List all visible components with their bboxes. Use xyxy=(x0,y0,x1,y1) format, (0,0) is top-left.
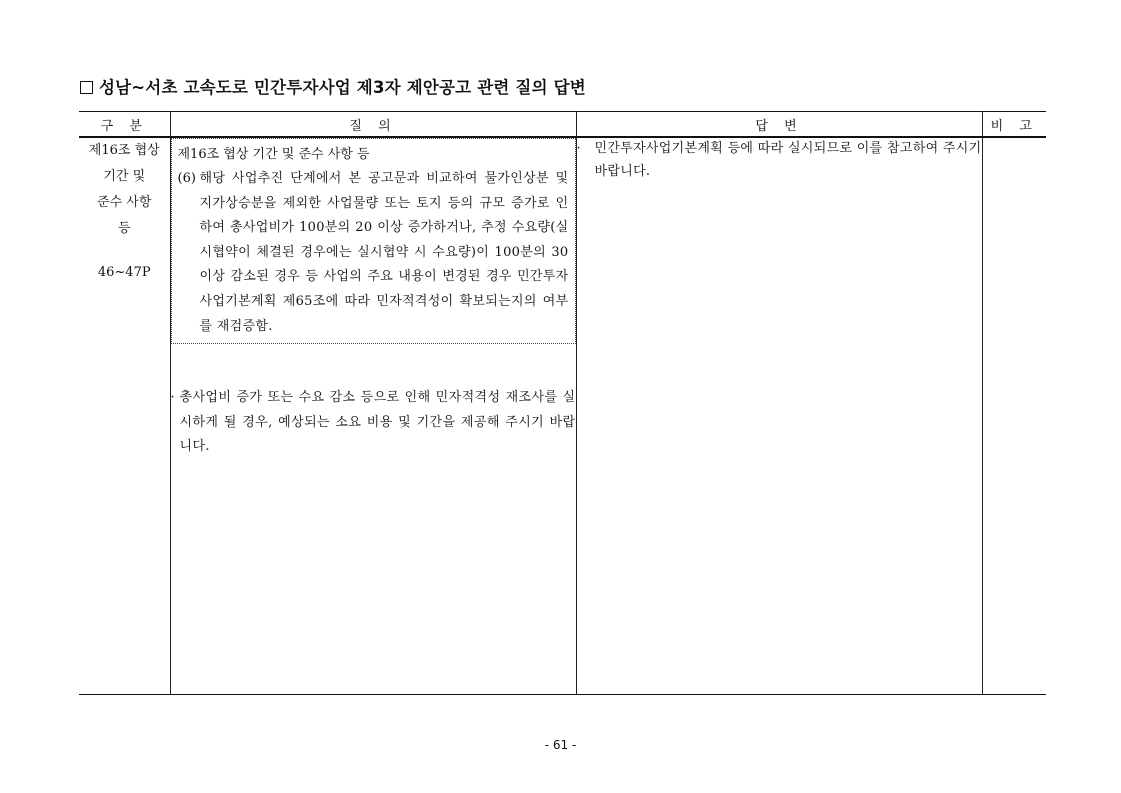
square-bullet-icon xyxy=(80,81,93,94)
table-header-row xyxy=(79,112,1046,138)
question-cell xyxy=(170,137,576,695)
header-category: 구 분 xyxy=(79,112,170,138)
category-line: 기간 및 xyxy=(103,169,146,184)
page-number: - 61 - xyxy=(544,738,577,752)
clause-item xyxy=(178,167,569,339)
category-line: 등 xyxy=(117,221,131,236)
answer-text: 민간투자사업기본계획 등에 따라 실시되므로 이를 참고하여 주시기 바랍니다. xyxy=(594,141,982,179)
qa-table xyxy=(79,111,1046,695)
clause-item-text: 해당 사업추진 단계에서 본 공고문과 비교하여 물가인상분 및 지가상승분을 제외한 사업물량 또는 토지 등의 규모 증가로 인하여 총사업비가 100분의 20 이상 증가하거나, 추정 수요량(실시협약이 체결된 경우에는 실시협약 시 수요량)이 100분의 30이상 감소된 경우 등 사업의 주요 내용이 변경된 경우 민간투자사업기본계획 제65조에 따라 민자적격성이 확보되는지의 여부를 재검증함. xyxy=(199,171,569,334)
question-text: 총사업비 증가 또는 수요 감소 등으로 인해 민자적격성 재조사를 실시하게 될 경우, 예상되는 소요 비용 및 기간을 제공해 주시기 바랍니다. xyxy=(179,390,576,455)
document-title-text: 성남~서초 고속도로 민간투자사업 제3자 제안공고 관련 질의 답변 xyxy=(99,78,586,97)
table-row xyxy=(79,137,1046,695)
document-title xyxy=(80,74,586,98)
header-answer: 답 변 xyxy=(576,112,982,138)
question-item xyxy=(171,386,576,460)
header-question: 질 의 xyxy=(170,112,576,138)
clause-item-number: (6) xyxy=(177,171,196,186)
category-cell xyxy=(79,137,170,695)
answer-item xyxy=(577,138,982,183)
bullet-dot-icon: · xyxy=(170,390,175,406)
page-reference: 46~47P xyxy=(97,265,151,280)
answer-cell xyxy=(576,137,982,695)
clause-title: 제16조 협상 기간 및 준수 사항 등 xyxy=(177,147,370,162)
clause-quote-box xyxy=(171,138,576,344)
bullet-dot-icon: · xyxy=(576,141,581,156)
category-line: 준수 사항 xyxy=(97,195,152,210)
header-remarks: 비 고 xyxy=(982,112,1046,138)
remarks-cell xyxy=(982,137,1046,695)
category-line: 제16조 협상 xyxy=(88,143,160,158)
